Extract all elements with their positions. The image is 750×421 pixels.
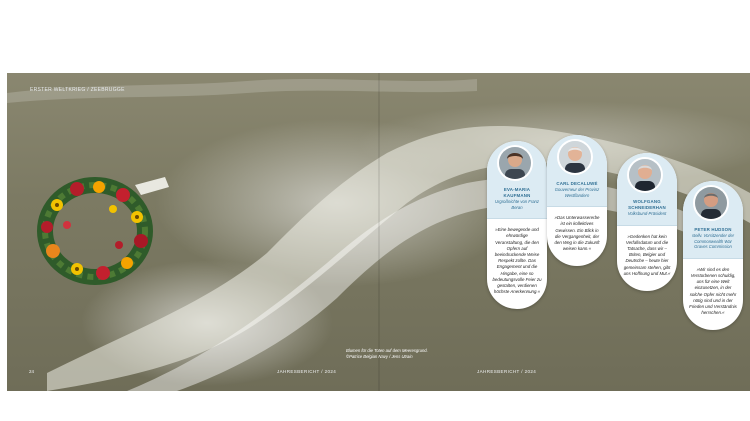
left-page-number: 24 [29,369,35,374]
quote-card-decaluwe [547,135,607,266]
person-name-2: SCHNEIDERHAN [628,205,666,210]
quote-text: »Das Unterwassererbe ist ein kollektives Gewissen. Ein Blick in die Vergangenheit, der den Weg in die Zukunft weisen kann.« [554,215,600,252]
person-role: Volksbund-Präsident [627,211,667,216]
quote-card-schneiderhan [617,153,677,291]
caption-line-2: ©Patrice Belgian Navy / Jens Utrain [346,354,413,359]
quote-card-hudson [683,181,743,330]
person-name: CARL DECALUWÉ [556,181,598,186]
quote-text: »Gedenken hat kein Verfallsdatum und die Tatsache, dass wir – Briten, Belgier und Deutsche – heute hier gemeinsam stehen, gibt uns Hoffnung und Mut.« [623,233,671,276]
portrait-decaluwe [557,139,593,175]
left-footer: JAHRESBERICHT / 2024 [277,369,337,374]
person-name: WOLFGANG [633,199,661,204]
portrait-schneiderhan [627,157,663,193]
section-label: ERSTER WELTKRIEG / ZEEBRUGGE [30,87,125,93]
quote-card-kaufmann [487,141,547,309]
page-gutter [378,73,380,391]
person-role: stellv. Vorsitzender der Commonwealth War Graves Commission [691,233,735,250]
right-footer: JAHRESBERICHT / 2024 [477,369,537,374]
person-role: Urgroßnichte von Franz Beran [495,199,539,210]
photo-caption [346,348,456,360]
person-name: PETER HUDSON [694,227,732,232]
flower-wreath-image [37,165,177,285]
quote-text: »Wir sind es den Verstorbenen schuldig, uns für eine Welt einzusetzen, in der solche Opfer nicht mehr nötig sind und in der Frieden und Verständnis herrschen.« [689,266,737,316]
photo-spread [7,73,750,391]
portrait-kaufmann [497,145,533,181]
person-name-2: KAUFMANN [503,193,531,198]
portrait-hudson [693,185,729,221]
caption-line-1: Blumen für die Toten auf dem Meeresgrund. [346,348,428,353]
quote-text: »Eine bewegende und ehrwürdige Veranstaltung, die den Opfern auf beeindruckende Weise Respekt zollte. Das Engagement und die Hingabe, eine so bedeutungsvolle Feier zu gestalten, verdienen höchste Anerkennung.« [492,227,542,295]
person-role: Gouverneur der Provinz Westflandern [554,187,600,198]
person-name: EVA-MARIA [503,187,531,192]
